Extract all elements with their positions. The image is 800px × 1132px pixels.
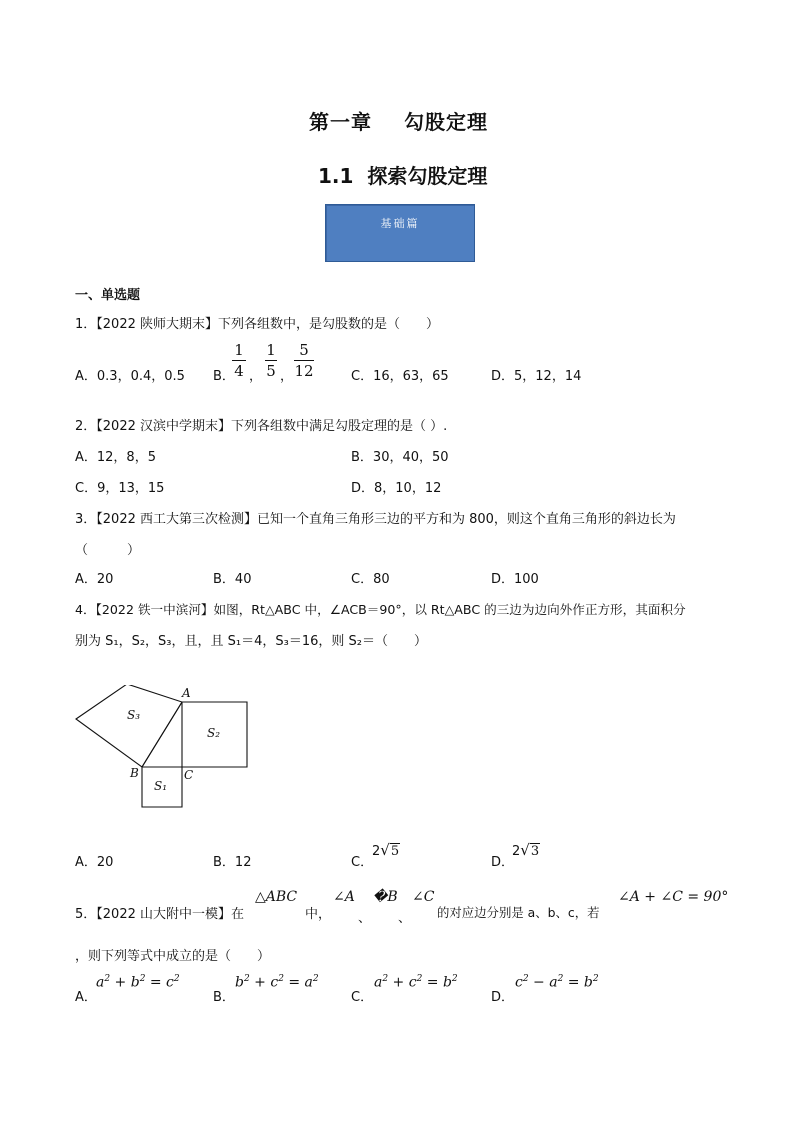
label-s3: S₃ xyxy=(127,708,141,722)
question-1-stem: 1．【2022 陕师大期末】下列各组数中，是勾股数的是（ ） xyxy=(75,317,439,332)
label-vertex-b: B xyxy=(130,766,139,780)
question-4-option-a: A．20 xyxy=(75,855,114,870)
question-5-condition: ∠A + ∠C = 90° xyxy=(618,889,729,905)
question-5-line-2: ，则下列等式中成立的是（ ） xyxy=(75,949,271,964)
question-1-sep-1: ， xyxy=(249,369,263,384)
fraction-1-numerator: 1 xyxy=(234,341,244,359)
chapter-title: 勾股定理 xyxy=(404,110,488,134)
label-vertex-c: C xyxy=(184,768,194,782)
question-4-option-c-radical xyxy=(372,841,400,859)
question-2-option-d: D．8，10，12 xyxy=(351,481,442,496)
sqrt-symbol: √ xyxy=(380,841,390,859)
question-3-option-c: C．80 xyxy=(351,572,390,587)
question-1-option-b-label: B． xyxy=(213,369,235,384)
sqrt-symbol: √ xyxy=(520,841,530,859)
question-5-option-b-label: B． xyxy=(213,990,235,1005)
square-s3 xyxy=(76,685,182,767)
label-s2: S₂ xyxy=(207,726,221,740)
chapter-label: 第一章 xyxy=(309,110,372,134)
question-3-option-a: A．20 xyxy=(75,572,114,587)
question-1-fraction-2 xyxy=(265,341,277,380)
question-3-option-b: B．40 xyxy=(213,572,252,587)
question-2-stem: 2．【2022 汉滨中学期末】下列各组数中满足勾股定理的是（ ）. xyxy=(75,419,448,434)
question-5-zhong: 中， xyxy=(305,907,332,922)
question-2-option-c: C．9，13，15 xyxy=(75,481,165,496)
question-1-option-c: C．16，63，65 xyxy=(351,369,449,384)
question-1-fraction-1 xyxy=(232,341,246,380)
question-1-option-a: A．0.3，0.4，0.5 xyxy=(75,369,185,384)
question-4-stem-line-1: 4．【2022 铁一中滨河】如图，Rt△ABC 中，∠ACB＝90°，以 Rt△ABC 的三边为边向外作正方形，其面积分 xyxy=(75,602,686,617)
label-vertex-a: A xyxy=(182,686,191,700)
question-4-option-d-radical xyxy=(512,841,540,859)
question-5-option-c-equation: $a^2 + c^2 = b^2$ xyxy=(374,974,458,991)
question-5-option-b-equation: $b^2 + c^2 = a^2$ xyxy=(235,974,319,991)
section-title: 1.1 探索勾股定理 xyxy=(318,164,488,188)
question-5-mid: 的对应边分别是 a、b、c，若 xyxy=(437,905,600,920)
question-1-option-d: D．5，12，14 xyxy=(491,369,582,384)
question-5-option-c-label: C． xyxy=(351,990,374,1005)
level-badge xyxy=(325,204,475,262)
fraction-3-denominator: 12 xyxy=(294,362,314,380)
triangle-hypotenuse xyxy=(142,702,182,767)
question-5-option-d-label: D． xyxy=(491,990,515,1005)
question-5-prefix: 5．【2022 山大附中一模】在 xyxy=(75,907,244,922)
question-3-paren: （ ） xyxy=(75,543,141,558)
fraction-2-bar xyxy=(265,360,277,361)
fraction-2-numerator: 1 xyxy=(266,341,276,359)
question-4-option-b: B．12 xyxy=(213,855,252,870)
question-5-angle-b: �B xyxy=(373,889,398,905)
section-heading: 一、单选题 xyxy=(75,288,141,303)
question-4-stem-line-2: 别为 S₁，S₂，S₃，且，且 S₁＝4，S₃＝16，则 S₂＝（ ） xyxy=(75,634,427,649)
question-5-sep-2: 、 xyxy=(398,911,412,926)
option-d-radicand: 3 xyxy=(530,844,540,859)
pythagoras-squares-figure xyxy=(70,685,255,835)
question-5-sep-1: 、 xyxy=(358,911,372,926)
question-5-angle-a: ∠A xyxy=(333,889,355,905)
question-5-option-d-equation: $c^2 - a^2 = b^2$ xyxy=(515,974,599,991)
question-5-option-a-label: A． xyxy=(75,990,97,1005)
question-1-fraction-3 xyxy=(294,341,314,380)
question-2-option-b: B．30，40，50 xyxy=(351,450,449,465)
fraction-3-bar xyxy=(294,360,314,361)
question-3-stem: 3．【2022 西工大第三次检测】已知一个直角三角形三边的平方和为 800，则这个直角三角形的斜边长为 xyxy=(75,512,676,527)
option-c-coefficient: 2 xyxy=(372,844,381,859)
fraction-2-denominator: 5 xyxy=(266,362,276,380)
question-2-option-a: A．12，8，5 xyxy=(75,450,156,465)
fraction-1-bar xyxy=(232,360,246,361)
fraction-3-numerator: 5 xyxy=(299,341,309,359)
question-5-triangle: △ABC xyxy=(255,889,298,905)
question-1-sep-2: ， xyxy=(280,369,294,384)
label-s1: S₁ xyxy=(154,779,168,793)
question-4-option-d-label: D． xyxy=(491,855,515,870)
fraction-1-denominator: 4 xyxy=(234,362,244,380)
question-3-option-d: D．100 xyxy=(491,572,539,587)
question-5-angle-c: ∠C xyxy=(412,889,435,905)
question-5-option-a-equation: $a^2 + b^2 = c^2$ xyxy=(96,974,180,991)
question-4-option-c-label: C． xyxy=(351,855,374,870)
option-c-radicand: 5 xyxy=(390,844,400,859)
option-d-coefficient: 2 xyxy=(512,844,521,859)
level-badge-label: 基础篇 xyxy=(380,217,420,230)
